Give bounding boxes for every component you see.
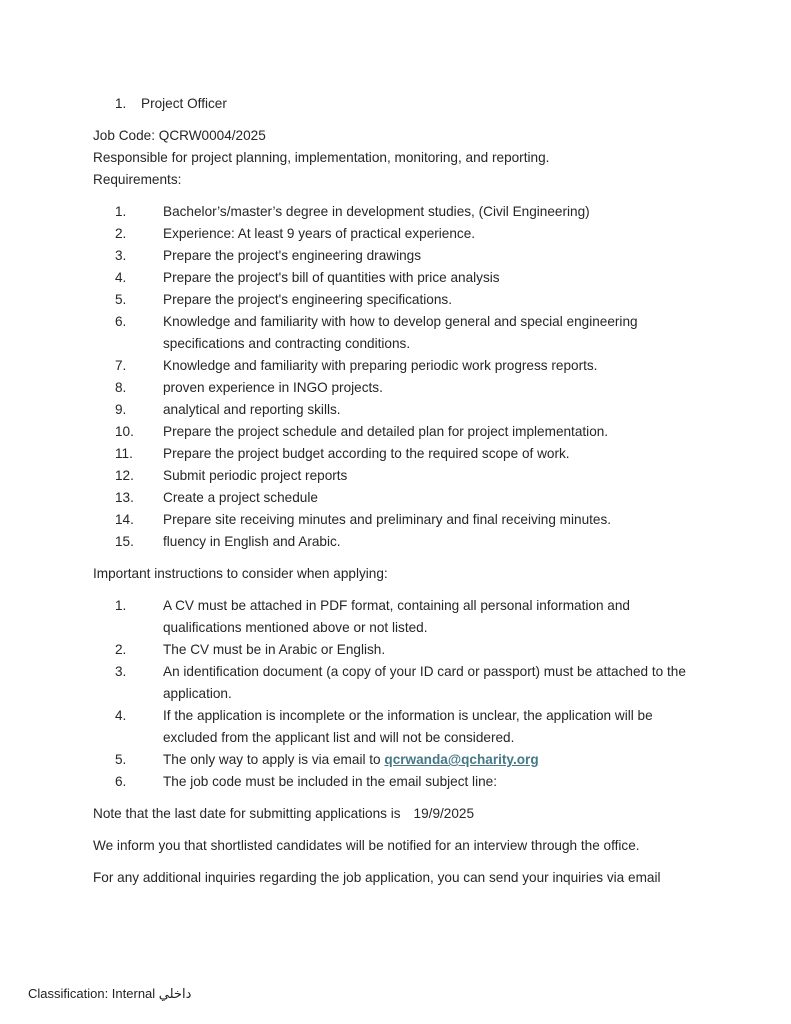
requirement-text: Prepare site receiving minutes and preliminary and final receiving minutes.: [163, 512, 612, 527]
requirement-text: Prepare the project budget according to the required scope of work.: [163, 446, 570, 461]
intro-block: [93, 125, 705, 191]
instruction-text: If the application is incomplete or the information is unclear, the application will be excluded from the applicant list and will not be considered.: [163, 708, 653, 745]
requirement-item: [93, 245, 705, 267]
instruction-item: [93, 705, 705, 749]
requirement-number: 13.: [115, 490, 134, 505]
requirement-text: proven experience in INGO projects.: [163, 380, 383, 395]
instruction-text: The only way to apply is via email to qcrwanda@qcharity.org: [163, 752, 539, 767]
requirement-text: Experience: At least 9 years of practical experience.: [163, 226, 476, 241]
requirement-number: 6.: [115, 314, 127, 329]
interview-note: We inform you that shortlisted candidates will be notified for an interview through the office.: [93, 838, 640, 853]
requirement-text: fluency in English and Arabic.: [163, 534, 341, 549]
classification-footer: Classification: Internal داخلي: [28, 986, 192, 1001]
requirement-text: Submit periodic project reports: [163, 468, 348, 483]
requirement-item: [93, 421, 705, 443]
instructions-list: [93, 595, 705, 793]
requirement-item: [93, 289, 705, 311]
requirement-number: 15.: [115, 534, 134, 549]
requirement-number: 1.: [115, 204, 127, 219]
instruction-number: 3.: [115, 664, 127, 679]
requirement-item: [93, 443, 705, 465]
job-title-number: 1.: [115, 96, 127, 111]
instruction-item: [93, 661, 705, 705]
requirement-number: 4.: [115, 270, 127, 285]
requirement-text: analytical and reporting skills.: [163, 402, 341, 417]
requirement-number: 2.: [115, 226, 127, 241]
requirement-text: Knowledge and familiarity with preparing periodic work progress reports.: [163, 358, 598, 373]
requirement-number: 14.: [115, 512, 134, 527]
job-title-heading: [115, 93, 705, 115]
inquiries-note: For any additional inquiries regarding the job application, you can send your inquiries via email: [93, 870, 661, 885]
requirements-label: Requirements:: [93, 172, 182, 187]
requirement-text: Prepare the project schedule and detailed plan for project implementation.: [163, 424, 609, 439]
requirement-item: [93, 377, 705, 399]
job-title-text: Project Officer: [141, 96, 227, 111]
requirement-text: Knowledge and familiarity with how to develop general and special engineering specifications and contracting conditions.: [163, 314, 638, 351]
requirement-text: Prepare the project's engineering drawings: [163, 248, 422, 263]
requirement-number: 9.: [115, 402, 127, 417]
requirement-number: 3.: [115, 248, 127, 263]
document-page: [93, 93, 705, 899]
requirement-item: [93, 311, 705, 355]
responsibility-line: Responsible for project planning, implementation, monitoring, and reporting.: [93, 150, 550, 165]
requirement-item: [93, 487, 705, 509]
requirement-item: [93, 223, 705, 245]
instruction-text: A CV must be attached in PDF format, containing all personal information and qualifications mentioned above or not listed.: [163, 598, 630, 635]
deadline-note: [93, 803, 705, 825]
requirement-number: 12.: [115, 468, 134, 483]
requirement-number: 7.: [115, 358, 127, 373]
instruction-number: 6.: [115, 774, 127, 789]
instruction-number: 2.: [115, 642, 127, 657]
requirement-item: [93, 201, 705, 223]
requirement-item: [93, 399, 705, 421]
requirement-number: 11.: [115, 446, 133, 461]
instruction-number: 4.: [115, 708, 127, 723]
job-code-line: Job Code: QCRW0004/2025: [93, 128, 266, 143]
deadline-text: Note that the last date for submitting applications is: [93, 806, 401, 821]
requirement-item: [93, 267, 705, 289]
deadline-date: 19/9/2025: [413, 806, 475, 821]
requirement-text: Prepare the project's engineering specifications.: [163, 292, 452, 307]
instruction-number: 5.: [115, 752, 127, 767]
instructions-heading: Important instructions to consider when applying:: [93, 566, 388, 581]
instruction-text: The job code must be included in the email subject line:: [163, 774, 497, 789]
instruction-item: [93, 749, 705, 771]
requirement-item: [93, 355, 705, 377]
requirement-item: [93, 509, 705, 531]
instruction-text: The CV must be in Arabic or English.: [163, 642, 386, 657]
instruction-number: 1.: [115, 598, 127, 613]
requirement-number: 8.: [115, 380, 127, 395]
instruction-item: [93, 639, 705, 661]
instruction-item: [93, 595, 705, 639]
requirement-text: Bachelor’s/master’s degree in development studies, (Civil Engineering): [163, 204, 590, 219]
requirement-text: Create a project schedule: [163, 490, 318, 505]
requirement-text: Prepare the project's bill of quantities with price analysis: [163, 270, 500, 285]
requirement-item: [93, 531, 705, 553]
apply-email-link[interactable]: qcrwanda@qcharity.org: [384, 752, 539, 767]
requirement-item: [93, 465, 705, 487]
requirement-number: 10.: [115, 424, 134, 439]
instruction-item: [93, 771, 705, 793]
instruction-text: An identification document (a copy of your ID card or passport) must be attached to the application.: [163, 664, 686, 701]
requirements-list: [93, 201, 705, 553]
requirement-number: 5.: [115, 292, 127, 307]
